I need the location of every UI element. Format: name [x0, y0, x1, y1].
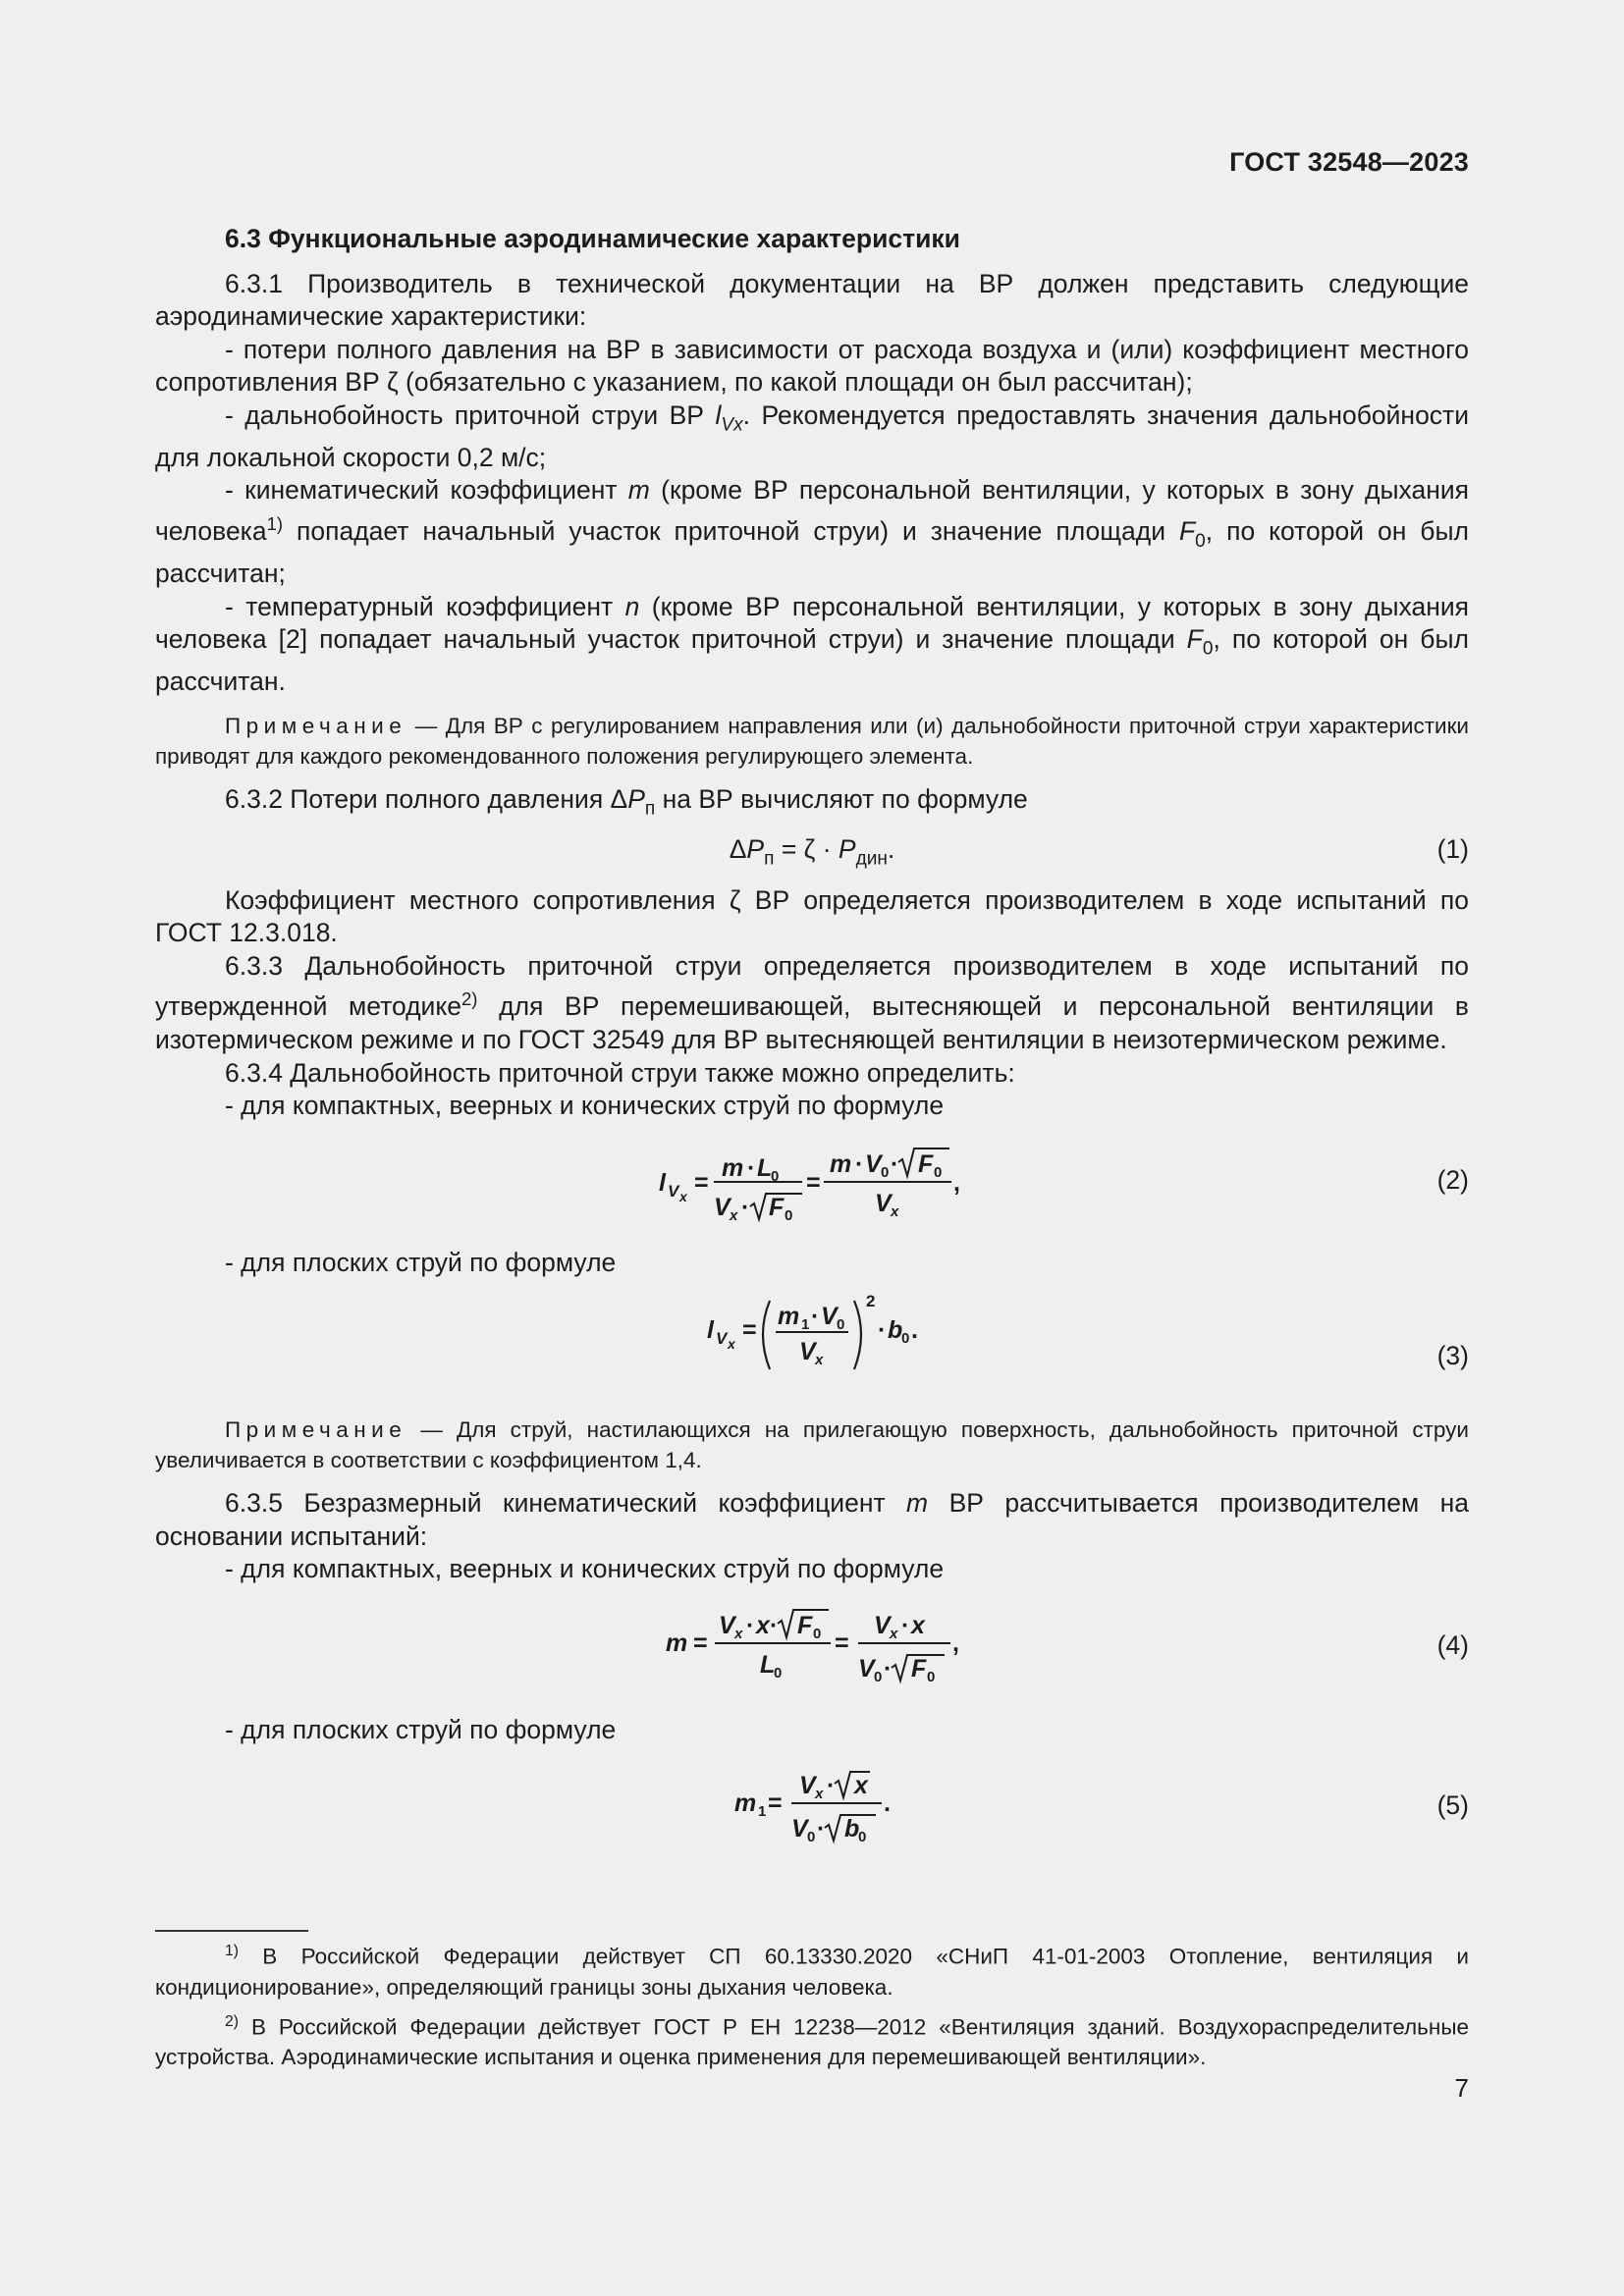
svg-text:·: ·	[878, 1316, 887, 1345]
svg-text:V: V	[799, 1338, 816, 1366]
svg-text:b: b	[844, 1815, 860, 1843]
svg-text:m: m	[666, 1629, 688, 1657]
equation-2-formula	[657, 1139, 991, 1227]
svg-text:.: .	[911, 1316, 918, 1345]
svg-text:m: m	[830, 1149, 852, 1178]
svg-text:=: =	[835, 1629, 849, 1657]
equation-1-number: (1)	[1436, 833, 1469, 864]
equation-4-formula	[666, 1600, 980, 1690]
svg-text:.: .	[884, 1789, 891, 1818]
svg-text:0: 0	[901, 1330, 910, 1348]
page-number: 7	[1454, 2073, 1469, 2103]
svg-text:·: ·	[884, 1654, 893, 1682]
footnote-ref-1: 1)	[266, 512, 284, 534]
svg-text:0: 0	[807, 1829, 816, 1846]
svg-text:L: L	[760, 1650, 776, 1679]
svg-text:V: V	[821, 1303, 838, 1331]
svg-text:·: ·	[817, 1815, 826, 1843]
paragraph-6-3-3: 6.3.3 Дальнобойность приточной струи определяется производителем в ходе испытаний по утвержденной методике$^{2)}$ для ВР перемешивающей, вытесняющей и персональной вентиляции в изотермическом режиме и по ГОСТ 32549 для ВР вытесняющей вентиляции в неизотермическом режиме.	[155, 950, 1469, 1055]
svg-text:F: F	[911, 1654, 927, 1682]
svg-text:x: x	[730, 1206, 738, 1224]
note-label: Примечание	[225, 713, 407, 738]
equation-1	[155, 833, 1469, 879]
equation-4	[155, 1600, 1469, 1696]
equation-5-number: (5)	[1436, 1790, 1469, 1821]
equation-4-number: (4)	[1436, 1629, 1469, 1660]
svg-text:x: x	[734, 1625, 743, 1642]
footnotes	[155, 1936, 1469, 2076]
svg-text:0: 0	[858, 1829, 867, 1846]
svg-text:V: V	[714, 1193, 731, 1221]
svg-text:L: L	[757, 1153, 773, 1182]
equation-3-formula	[705, 1289, 941, 1383]
svg-text:b: b	[888, 1316, 903, 1345]
footnote-separator	[155, 1930, 308, 1932]
paragraph-coefficient: Коэффициент местного сопротивления ζ ВР определяется производителем в ходе испытаний по ГОСТ 12.3.018.	[155, 884, 1469, 948]
svg-text:V: V	[875, 1189, 892, 1217]
note-2: Примечание — Для струй, настилающихся на прилегающую поверхность, дальнобойность приточной струи увеличивается в соответствии с коэффициентом 1,4.	[155, 1417, 1469, 1473]
footnote-2: $^{2)}$ В Российской Федерации действует ГОСТ Р ЕН 12238—2012 «Вентиляция зданий. Воздухораспределительные устройства. Аэродинамические испытания и оценка применения для перемешивающей вентиляции».	[155, 2012, 1469, 2070]
svg-text:0: 0	[837, 1316, 845, 1334]
svg-text:0: 0	[813, 1625, 822, 1642]
footnote-ref-2: 2)	[461, 988, 478, 1010]
paragraph-6-3-1: 6.3.1 Производитель в технической документации на ВР должен представить следующие аэродинамические характеристики:	[155, 268, 1469, 331]
svg-text:·: ·	[770, 1611, 779, 1639]
svg-text:0: 0	[934, 1163, 943, 1181]
svg-text:0: 0	[785, 1206, 793, 1224]
svg-text:=: =	[742, 1316, 757, 1345]
svg-text:x: x	[815, 1352, 824, 1369]
svg-text:·: ·	[741, 1193, 750, 1221]
svg-text:V: V	[799, 1772, 816, 1800]
equation-5-formula	[734, 1760, 931, 1850]
svg-text:=: =	[693, 1629, 708, 1657]
bullet-flat-jets-m: - для плоских струй по формуле	[225, 1714, 617, 1744]
svg-text:V: V	[874, 1611, 891, 1639]
svg-text:x: x	[728, 1336, 735, 1353]
note-label: Примечание	[225, 1417, 407, 1443]
svg-text:x: x	[756, 1611, 770, 1639]
paragraph-6-3-5: 6.3.5 Безразмерный кинематический коэффициент m ВР рассчитывается производителем на основании испытаний:	[155, 1488, 1469, 1551]
svg-text:0: 0	[881, 1163, 890, 1181]
svg-text:2: 2	[866, 1292, 876, 1311]
bullet-throw-distance: - дальнобойность приточной струи ВР $l_{Vx}$. Рекомендуется предоставлять значения дальнобойности для локальной скорости 0,2 м/с;	[155, 400, 1469, 472]
section-title: 6.3 Функциональные аэродинамические характеристики	[225, 224, 960, 253]
svg-text:m: m	[778, 1303, 800, 1331]
bullet-kinematic-coefficient: - кинематический коэффициент m (кроме ВР персональной вентиляции, у которых в зону дыхания человека$^{1)}$ попадает начальный участок приточной струи) и значение площади $F_0$, по которой он был рассчитан;	[155, 475, 1469, 589]
document-code: ГОСТ 32548—2023	[1229, 147, 1469, 177]
svg-text:,: ,	[952, 1629, 959, 1657]
footnote-1: $^{1)}$ В Российской Федерации действует СП 60.13330.2020 «СНиП 41-01-2003 Отопление, вентиляция и кондиционирование», определяющий границы зоны дыхания человека.	[155, 1943, 1469, 2000]
svg-text:m: m	[722, 1153, 744, 1182]
svg-text:x: x	[890, 1625, 898, 1642]
paragraph-6-3-2: 6.3.2 Потери полного давления $\Delta P_п$ на ВР вычисляют по формуле	[225, 783, 1028, 820]
svg-text:x: x	[679, 1188, 687, 1204]
svg-text:m: m	[734, 1789, 757, 1818]
svg-text:1: 1	[801, 1316, 810, 1334]
svg-text:l: l	[659, 1168, 666, 1197]
svg-text:F: F	[797, 1611, 813, 1639]
equation-5	[155, 1760, 1469, 1856]
svg-text:V: V	[791, 1815, 808, 1843]
svg-text:·: ·	[747, 1153, 756, 1182]
svg-text:l: l	[707, 1316, 714, 1345]
svg-text:x: x	[911, 1611, 925, 1639]
svg-text:0: 0	[774, 1664, 783, 1682]
equation-2-number: (2)	[1436, 1164, 1469, 1195]
bullet-temperature-coefficient: - температурный коэффициент n (кроме ВР персональной вентиляции, у которых в зону дыхания человека [2] попадает начальный участок приточной струи) и значение площади $F_0$, по которой он был рассчитан.	[155, 591, 1469, 697]
svg-text:x: x	[891, 1202, 899, 1220]
svg-text:·: ·	[901, 1611, 910, 1639]
svg-text:=: =	[768, 1789, 783, 1818]
svg-text:0: 0	[874, 1668, 883, 1685]
svg-text:·: ·	[855, 1149, 864, 1178]
svg-text:·: ·	[891, 1149, 899, 1178]
svg-text:V: V	[858, 1654, 875, 1682]
svg-text:V: V	[716, 1329, 728, 1349]
paragraph-6-3-4: 6.3.4 Дальнобойность приточной струи также можно определить:	[225, 1057, 1015, 1088]
bullet-compact-jets-m: - для компактных, веерных и конических струй по формуле	[225, 1554, 945, 1584]
svg-text:=: =	[806, 1168, 821, 1197]
svg-text:V: V	[668, 1181, 679, 1201]
svg-text:x: x	[815, 1786, 824, 1803]
bullet-pressure-loss: - потери полного давления на ВР в зависимости от расхода воздуха и (или) коэффициент местного сопротивления ВР ζ (обязательно с указанием, по какой площади он был рассчитан);	[155, 334, 1469, 397]
svg-text:·: ·	[746, 1611, 755, 1639]
svg-text:x: x	[854, 1772, 868, 1800]
note-1: Примечание — Для ВР с регулированием направления или (и) дальнобойности приточной струи характеристики приводят для каждого рекомендованного положения регулирующего элемента.	[155, 713, 1469, 769]
equation-3-number: (3)	[1436, 1341, 1469, 1371]
svg-text:1: 1	[758, 1803, 767, 1821]
svg-text:·: ·	[827, 1772, 836, 1800]
equation-2	[155, 1139, 1469, 1235]
svg-text:=: =	[694, 1168, 709, 1197]
svg-text:V: V	[719, 1611, 735, 1639]
svg-text:,: ,	[953, 1168, 960, 1197]
svg-text:F: F	[918, 1149, 934, 1178]
svg-text:F: F	[769, 1193, 785, 1221]
bullet-compact-jets: - для компактных, веерных и конических струй по формуле	[225, 1091, 945, 1121]
bullet-flat-jets: - для плоских струй по формуле	[225, 1247, 617, 1277]
equation-3	[155, 1289, 1469, 1391]
svg-text:0: 0	[771, 1167, 780, 1185]
svg-text:V: V	[865, 1149, 882, 1178]
svg-text:0: 0	[927, 1668, 936, 1685]
page-body	[155, 223, 1469, 1856]
svg-text:·: ·	[811, 1303, 820, 1331]
equation-1-formula: $\Delta P_п = \zeta \cdot P_{дин}$.	[729, 833, 895, 870]
